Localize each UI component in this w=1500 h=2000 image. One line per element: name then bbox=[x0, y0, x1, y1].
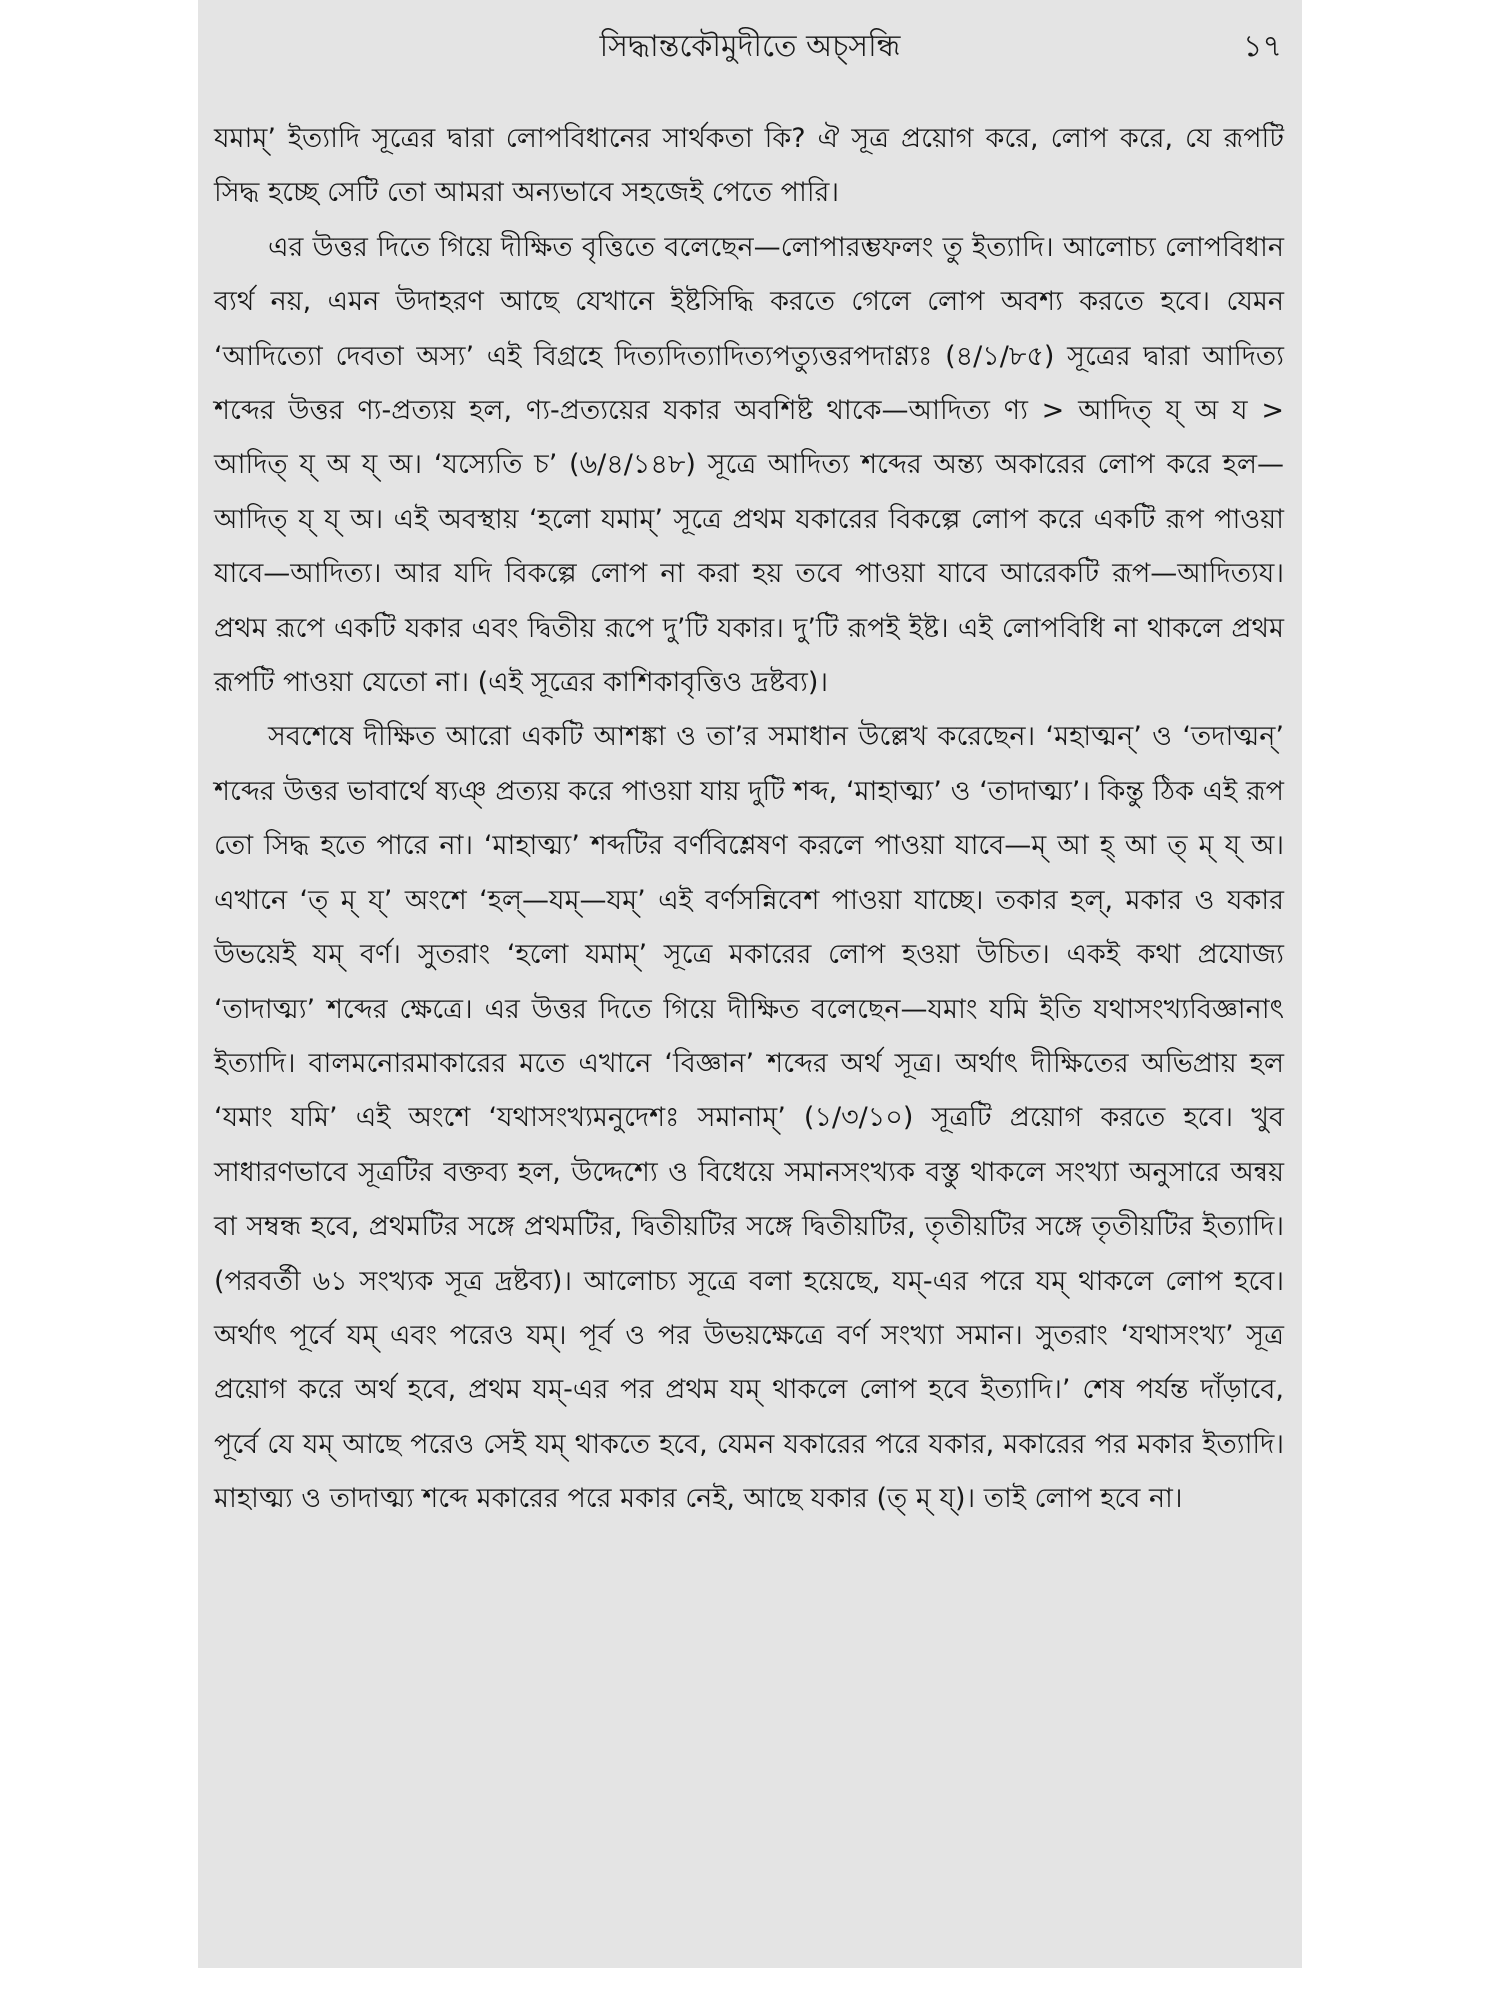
running-title: সিদ্ধান্তকৌমুদীতে অচ্‌সন্ধি bbox=[599, 29, 901, 64]
paragraph-3: সবশেষে দীক্ষিত আরো একটি আশঙ্কা ও তা’র সমাধান উল্লেখ করেছেন। ‘মহাত্মন্‌’ ও ‘তদাত্মন্‌’ শব্দের উত্তর ভাবার্থে ষ্যঞ্‌ প্রত্যয় করে পাওয়া যায় দুটি শব্দ, ‘মাহাত্ম্য’ ও ‘তাদাত্ম্য’। কিন্তু ঠিক এই রূপ তো সিদ্ধ হতে পারে না। ‘মাহাত্ম্য’ শব্দটির বর্ণবিশ্লেষণ করলে পাওয়া যাবে—ম্‌ আ হ্‌ আ ত্‌ ম্‌ য্‌ অ। এখানে ‘ত্‌ ম্‌ য্‌’ অংশে ‘হল্‌—যম্‌—যম্‌’ এই বর্ণসন্নিবেশ পাওয়া যাচ্ছে। তকার হল্‌, মকার ও যকার উভয়েই যম্‌ বর্ণ। সুতরাং ‘হলো যমাম্‌’ সূত্রে মকারের লোপ হওয়া উচিত। একই কথা প্রযোজ্য ‘তাদাত্ম্য’ শব্দের ক্ষেত্রে। এর উত্তর দিতে গিয়ে দীক্ষিত বলেছেন—যমাং যমি ইতি যথাসংখ্যবিজ্ঞানাৎ ইত্যাদি। বালমনোরমাকারের মতে এখানে ‘বিজ্ঞান’ শব্দের অর্থ সূত্র। অর্থাৎ দীক্ষিতের অভিপ্রায় হল ‘যমাং যমি’ এই অংশে ‘যথাসংখ্যমনুদেশঃ সমানাম্‌’ (১/৩/১০) সূত্রটি প্রয়োগ করতে হবে। খুব সাধারণভাবে সূত্রটির বক্তব্য হল, উদ্দেশ্যে ও বিধেয়ে সমানসংখ্যক বস্তু থাকলে সংখ্যা অনুসারে অন্বয় বা সম্বন্ধ হবে, প্রথমটির সঙ্গে প্রথমটির, দ্বিতীয়টির সঙ্গে দ্বিতীয়টির, তৃতীয়টির সঙ্গে তৃতীয়টির ইত্যাদি। (পরবর্তী ৬১ সংখ্যক সূত্র দ্রষ্টব্য)। আলোচ্য সূত্রে বলা হয়েছে, যম্‌-এর পরে যম্‌ থাকলে লোপ হবে। অর্থাৎ পূর্বে যম্‌ এবং পরেও যম্‌। পূর্ব ও পর উভয়ক্ষেত্রে বর্ণ সংখ্যা সমান। সুতরাং ‘যথাসংখ্য’ সূত্র প্রয়োগ করে অর্থ হবে, প্রথম যম্‌-এর পর প্রথম যম্‌ থাকলে লোপ হবে ইত্যাদি।’ শেষ পর্যন্ত দাঁড়াবে, পূর্বে যে যম্‌ আছে পরেও সেই যম্‌ থাকতে হবে, যেমন যকারের পরে যকার, মকারের পর মকার ইত্যাদি। মাহাত্ম্য ও তাদাত্ম্য শব্দে মকারের পরে মকার নেই, আছে যকার (ত্‌ ম্‌ য্‌)। তাই লোপ হবে না। bbox=[214, 721, 1284, 1515]
page-number: ১৭ bbox=[1243, 29, 1282, 64]
paragraph-1: যমাম্‌’ ইত্যাদি সূত্রের দ্বারা লোপবিধানের সার্থকতা কি? ঐ সূত্র প্রয়োগ করে, লোপ করে, যে রূপটি সিদ্ধ হচ্ছে সেটি তো আমরা অন্যভাবে সহজেই পেতে পারি। bbox=[214, 123, 1284, 209]
body-text bbox=[214, 112, 1284, 1527]
paragraph-2: এর উত্তর দিতে গিয়ে দীক্ষিত বৃত্তিতে বলেছেন—লোপারম্ভফলং তু ইত্যাদি। আলোচ্য লোপবিধান ব্যর্থ নয়, এমন উদাহরণ আছে যেখানে ইষ্টসিদ্ধি করতে গেলে লোপ অবশ্য করতে হবে। যেমন ‘আদিত্যো দেবতা অস্য’ এই বিগ্রহে দিত্যদিত্যাদিত্যপত্যুত্তরপদাণ্ণ্যঃ (৪/১/৮৫) সূত্রের দ্বারা আদিত্য শব্দের উত্তর ণ্য-প্রত্যয় হল, ণ্য-প্রত্যয়ের যকার অবশিষ্ট থাকে—আদিত্য ণ্য > আদিত্‌ য্‌ অ য > আদিত্‌ য্‌ অ য্‌ অ। ‘যস্যেতি চ’ (৬/৪/১৪৮) সূত্রে আদিত্য শব্দের অন্ত্য অকারের লোপ করে হল—আদিত্‌ য্‌ য্‌ অ। এই অবস্থায় ‘হলো যমাম্‌’ সূত্রে প্রথম যকারের বিকল্পে লোপ করে একটি রূপ পাওয়া যাবে—আদিত্য। আর যদি বিকল্পে লোপ না করা হয় তবে পাওয়া যাবে আরেকটি রূপ—আদিত্যয। প্রথম রূপে একটি যকার এবং দ্বিতীয় রূপে দু’টি যকার। দু’টি রূপই ইষ্ট। এই লোপবিধি না থাকলে প্রথম রূপটি পাওয়া যেতো না। (এই সূত্রের কাশিকাবৃত্তিও দ্রষ্টব্য)। bbox=[214, 231, 1284, 699]
page-header bbox=[198, 22, 1302, 72]
book-page bbox=[198, 0, 1302, 1968]
